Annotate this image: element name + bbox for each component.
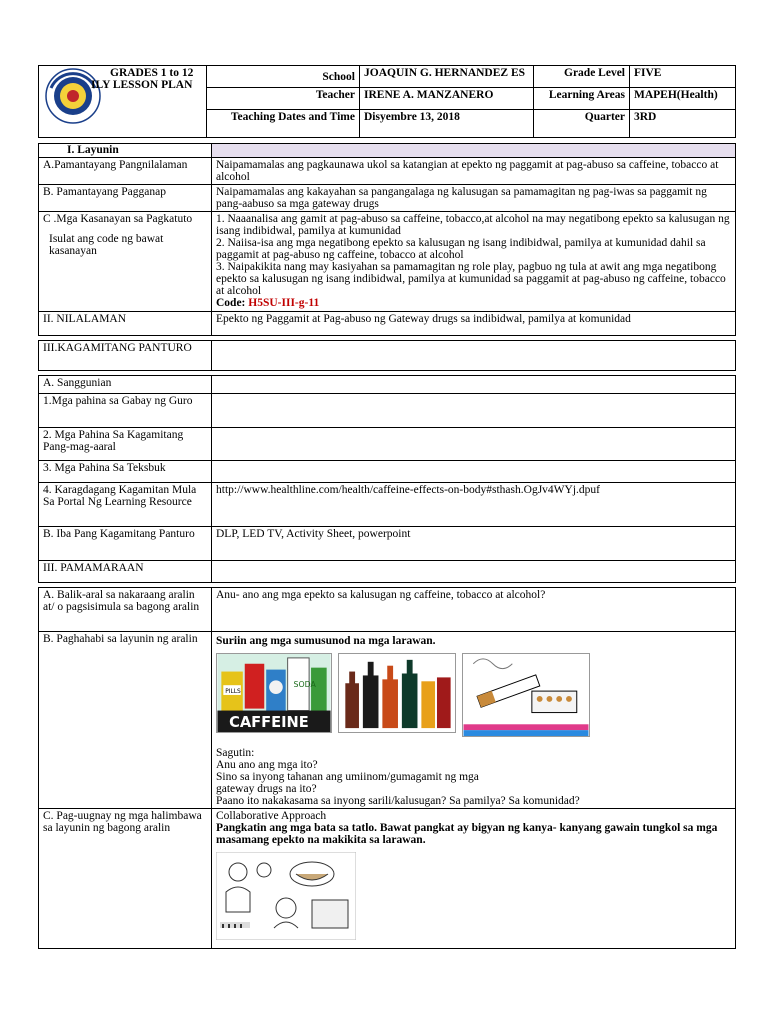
pag-uugnay-label: C. Pag-uugnay ng mga halimbawa sa layunin ng bagong aralin [39,809,212,949]
sanggunian-value [212,376,736,394]
pamantayang-pangnilalaman-value: Naipamamalas ang pagkaunawa ukol sa katangian at epekto ng paggamit at pag-abuso sa caffeine, tobacco at alcohol [212,158,736,185]
gabay-value [212,394,736,428]
kagamitang-pang-mag-aaral-label: 2. Mga Pahina Sa Kagamitang Pang-mag-aaral [39,428,212,461]
iba-pang-kagamitan-label: B. Iba Pang Kagamitang Panturo [39,527,212,561]
iba-pang-kagamitan-value: DLP, LED TV, Activity Sheet, powerpoint [212,527,736,561]
grade-level-label: Grade Level [534,66,630,88]
sagutin-q3: gateway drugs na ito? [216,783,317,795]
header-title-line1: GRADES 1 to 12 [110,67,194,79]
kagamitang-panturo-label: III.KAGAMITANG PANTURO [39,341,212,371]
teaching-dates-label: Teaching Dates and Time [207,110,360,138]
pamamaraan-value [212,561,736,583]
kagamitang-panturo-value [212,341,736,371]
teaching-dates-value: Disyembre 13, 2018 [360,110,534,138]
header-table [38,65,736,138]
sanggunian-label: A. Sanggunian [39,376,212,394]
tobacco-image [462,653,590,737]
kasanayan-label: C .Mga Kasanayan sa Pagkatuto [43,213,193,225]
gateway-drugs-pictures [216,653,731,737]
pamantayang-pangnilalaman-label: A.Pamantayang Pangnilalaman [39,158,212,185]
kasanayan-note: Isulat ang code ng bawat kasanayan [49,233,164,257]
portal-link[interactable]: http://www.healthline.com/health/caffeine-effects-on-body#sthash.OgJv4WYj.dpuf [212,483,736,527]
pamamaraan-label: III. PAMAMARAAN [39,561,212,583]
sagutin-q1: Anu ano ang mga ito? [216,759,318,771]
pamantayang-pagganap-label: B. Pamantayang Pagganap [39,185,212,212]
teacher-label: Teacher [207,88,360,110]
pag-uugnay-cell [212,809,736,949]
code-label: Code: [216,297,246,309]
lesson-plan-table [38,143,736,949]
soda-label: SODA [293,680,316,690]
teksbuk-value [212,461,736,483]
pills-label: PILLS [225,689,241,695]
quarter-value: 3RD [630,110,736,138]
effects-illustration-image [216,852,356,940]
learning-areas-value: MAPEH(Health) [630,88,736,110]
kasanayan-item-3: 3. Naipakikita nang may kasiyahan sa pamamagitan ng role play, pagbuo ng tula at awit ang mga negatibong epekto sa kalusugan ng isang indibidwal, pamilya at kumunidad sa paggamit at pag-abuso ng caffeine, tobacco at alcohol [216,261,726,297]
header-title-line2: ILY LESSON PLAN [91,79,193,91]
school-value: JOAQUIN G. HERNANDEZ ES [360,66,534,88]
sagutin-q4: Paano ito nakakasama sa inyong sarili/kalusugan? Sa pamilya? Sa komunidad? [216,795,580,807]
kasanayan-cell [39,212,212,312]
sagutin-q2: Sino sa inyong tahanan ang umiinom/gumagamit ng mga [216,771,479,783]
code-line [216,297,731,309]
layunin-shade [212,144,736,158]
caffeine-label: CAFFEINE [229,714,309,732]
paghahabi-label: B. Paghahabi sa layunin ng aralin [39,632,212,809]
sagutin-label: Sagutin: [216,747,255,759]
alcohol-bottles-image [338,653,456,733]
teksbuk-label: 3. Mga Pahina Sa Teksbuk [39,461,212,483]
paghahabi-heading: Suriin ang mga sumusunod na mga larawan. [216,635,436,647]
nilalaman-value: Epekto ng Paggamit at Pag-abuso ng Gateway drugs sa indibidwal, pamilya at komunidad [212,312,736,336]
teacher-value: IRENE A. MANZANERO [360,88,534,110]
pamantayang-pagganap-value: Naipamamalas ang kakayahan sa pangangalaga ng kalusugan sa pamamagitan ng pag-iwas sa paggamit ng pang-aabuso sa mga gateway drugs [212,185,736,212]
kasanayan-item-1: 1. Naaanalisa ang gamit at pag-abuso sa caffeine, tobacco,at alcohol na may negatibong epekto sa kalusugan ng isang indibidwal, pamilya at kumunidad [216,213,730,237]
caffeine-image [216,653,332,733]
kasanayan-values [212,212,736,312]
portal-label: 4. Karagdagang Kagamitan Mula Sa Portal Ng Learning Resource [39,483,212,527]
balik-aral-label: A. Balik-aral sa nakaraang aralin at/ o pagsisimula sa bagong aralin [39,588,212,632]
deped-seal-icon [45,68,101,124]
kasanayan-item-2: 2. Naiisa-isa ang mga negatibong epekto sa kalusugan ng isang indibidwal, pamilya at kumunidad dahil sa paggamit at pag-abuso ng caffeine, tobacco at alcohol [216,237,706,261]
balik-aral-value: Anu- ano ang mga epekto sa kalusugan ng caffeine, tobacco at alcohol? [212,588,736,632]
quarter-label: Quarter [534,110,630,138]
paghahabi-cell [212,632,736,809]
code-value: H5SU-III-g-11 [248,297,320,309]
layunin-title: I. Layunin [39,144,212,158]
pangkatin-instruction: Pangkatin ang mga bata sa tatlo. Bawat pangkat ay bigyan ng kanya- kanyang gawain tungkol sa mga masamang epekto na makikita sa larawan. [216,822,718,846]
learning-areas-label: Learning Areas [534,88,630,110]
nilalaman-label: II. NILALAMAN [39,312,212,336]
header-title-cell [39,66,207,138]
gabay-label: 1.Mga pahina sa Gabay ng Guro [39,394,212,428]
kagamitang-pang-mag-aaral-value [212,428,736,461]
collaborative-approach: Collaborative Approach [216,810,327,822]
school-label: School [207,66,360,88]
grade-level-value: FIVE [630,66,736,88]
